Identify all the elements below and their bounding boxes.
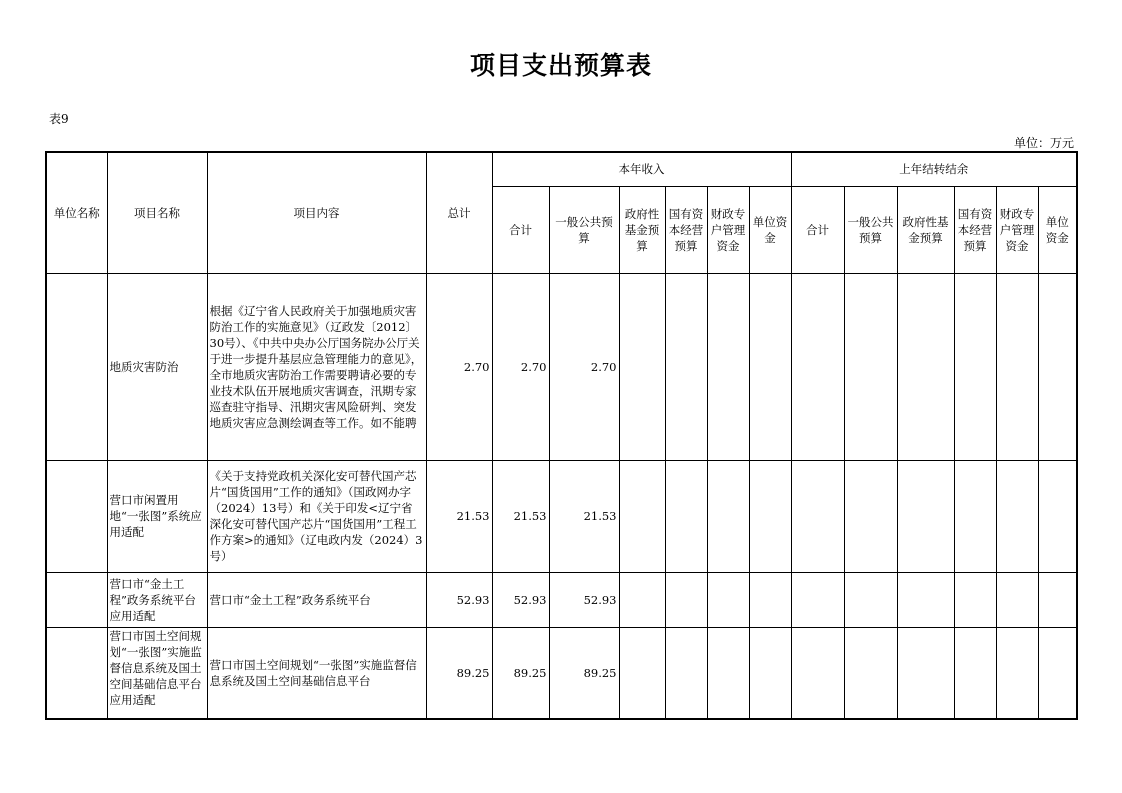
header-current-income: 本年收入 — [492, 152, 791, 186]
row-empty-cell — [996, 273, 1038, 460]
row-empty-cell — [791, 572, 844, 627]
row-empty-cell — [844, 460, 897, 572]
row-empty-cell — [844, 572, 897, 627]
row-empty-cell — [619, 460, 665, 572]
row-income-general: 89.25 — [549, 627, 619, 719]
row-empty-cell — [707, 460, 749, 572]
row-empty-cell — [749, 627, 791, 719]
row-empty-cell — [665, 460, 707, 572]
row-empty-cell — [844, 273, 897, 460]
row-empty-cell — [665, 572, 707, 627]
header-balance-unit-funds: 单位资金 — [1038, 186, 1077, 273]
row-empty-cell — [996, 627, 1038, 719]
header-project-name: 项目名称 — [107, 152, 207, 273]
row-unit — [46, 273, 107, 460]
row-empty-cell — [791, 273, 844, 460]
row-empty-cell — [707, 273, 749, 460]
row-empty-cell — [1038, 627, 1077, 719]
row-project-content: 《关于支持党政机关深化安可替代国产芯片“国货国用”工作的通知》（国政网办字（2024）13号）和《关于印发<辽宁省深化安可替代国产芯片“国货国用”工程工作方案>的通知》（辽电政内发（2024）3号） — [207, 460, 426, 572]
row-empty-cell — [1038, 273, 1077, 460]
row-project-name-text: 营口市国土空间规划“一张图”实施监督信息系统及国土空间基础信息平台应用适配 — [109, 628, 202, 707]
row-income-total: 89.25 — [492, 627, 549, 719]
row-empty-cell — [996, 572, 1038, 627]
header-income-general: 一般公共预算 — [549, 186, 619, 273]
header-balance-fund: 政府性基金预算 — [897, 186, 954, 273]
row-unit — [46, 627, 107, 719]
header-income-unit-funds: 单位资金 — [749, 186, 791, 273]
row-empty-cell — [844, 627, 897, 719]
row-project-content: 营口市国土空间规划“一张图”实施监督信息系统及国土空间基础信息平台 — [207, 627, 426, 719]
row-empty-cell — [954, 572, 996, 627]
table-row — [46, 273, 1077, 460]
row-empty-cell — [897, 627, 954, 719]
table-row — [46, 572, 1077, 627]
header-income-special-account: 财政专户管理资金 — [707, 186, 749, 273]
row-empty-cell — [1038, 460, 1077, 572]
row-empty-cell — [954, 627, 996, 719]
header-income-fund: 政府性基金预算 — [619, 186, 665, 273]
row-unit — [46, 572, 107, 627]
row-empty-cell — [707, 627, 749, 719]
header-last-year-balance: 上年结转结余 — [791, 152, 1077, 186]
row-empty-cell — [749, 273, 791, 460]
row-empty-cell — [619, 273, 665, 460]
row-income-total: 52.93 — [492, 572, 549, 627]
row-empty-cell — [665, 273, 707, 460]
row-total: 52.93 — [426, 572, 492, 627]
header-unit-name: 单位名称 — [46, 152, 107, 273]
row-project-name: 地质灾害防治 — [107, 273, 207, 460]
row-income-general: 21.53 — [549, 460, 619, 572]
row-empty-cell — [1038, 572, 1077, 627]
row-total: 21.53 — [426, 460, 492, 572]
page-title: 项目支出预算表 — [469, 51, 652, 80]
header-balance-state-capital: 国有资本经营预算 — [954, 186, 996, 273]
row-empty-cell — [749, 572, 791, 627]
header-project-content: 项目内容 — [207, 152, 426, 273]
row-empty-cell — [791, 627, 844, 719]
row-empty-cell — [954, 460, 996, 572]
row-empty-cell — [791, 460, 844, 572]
header-balance-general: 一般公共预算 — [844, 186, 897, 273]
row-project-name — [107, 627, 207, 719]
row-empty-cell — [749, 460, 791, 572]
table-row — [46, 627, 1077, 719]
row-empty-cell — [665, 627, 707, 719]
row-empty-cell — [897, 460, 954, 572]
row-income-general: 2.70 — [549, 273, 619, 460]
header-row-1 — [46, 152, 1077, 186]
row-total: 2.70 — [426, 273, 492, 460]
budget-table — [45, 151, 1078, 720]
unit-label: 单位：万元 — [1013, 136, 1074, 150]
header-total: 总计 — [426, 152, 492, 273]
row-empty-cell — [619, 627, 665, 719]
table-number: 表9 — [49, 112, 69, 126]
header-income-state-capital: 国有资本经营预算 — [665, 186, 707, 273]
row-empty-cell — [619, 572, 665, 627]
row-empty-cell — [897, 273, 954, 460]
row-project-content: 根据《辽宁省人民政府关于加强地质灾害防治工作的实施意见》（辽政发〔2012〕30号）、《中共中央办公厅国务院办公厅关于进一步提升基层应急管理能力的意见》，全市地质灾害防治工作需要聘请必要的专业技术队伍开展地质灾害调查，汛期专家巡查驻守指导、汛期灾害风险研判、突发地质灾害应急测绘调查等工作。如不能聘 — [207, 273, 426, 460]
row-project-content: 营口市“金土工程”政务系统平台 — [207, 572, 426, 627]
row-total: 89.25 — [426, 627, 492, 719]
row-income-general: 52.93 — [549, 572, 619, 627]
row-income-total: 2.70 — [492, 273, 549, 460]
row-empty-cell — [897, 572, 954, 627]
row-empty-cell — [707, 572, 749, 627]
row-empty-cell — [996, 460, 1038, 572]
header-balance-total: 合计 — [791, 186, 844, 273]
header-balance-special-account: 财政专户管理资金 — [996, 186, 1038, 273]
row-project-name: 营口市“金土工程”政务系统平台应用适配 — [107, 572, 207, 627]
row-income-total: 21.53 — [492, 460, 549, 572]
header-income-total: 合计 — [492, 186, 549, 273]
table-row — [46, 460, 1077, 572]
row-unit — [46, 460, 107, 572]
row-project-name: 营口市闲置用地“一张图”系统应用适配 — [107, 460, 207, 572]
row-empty-cell — [954, 273, 996, 460]
